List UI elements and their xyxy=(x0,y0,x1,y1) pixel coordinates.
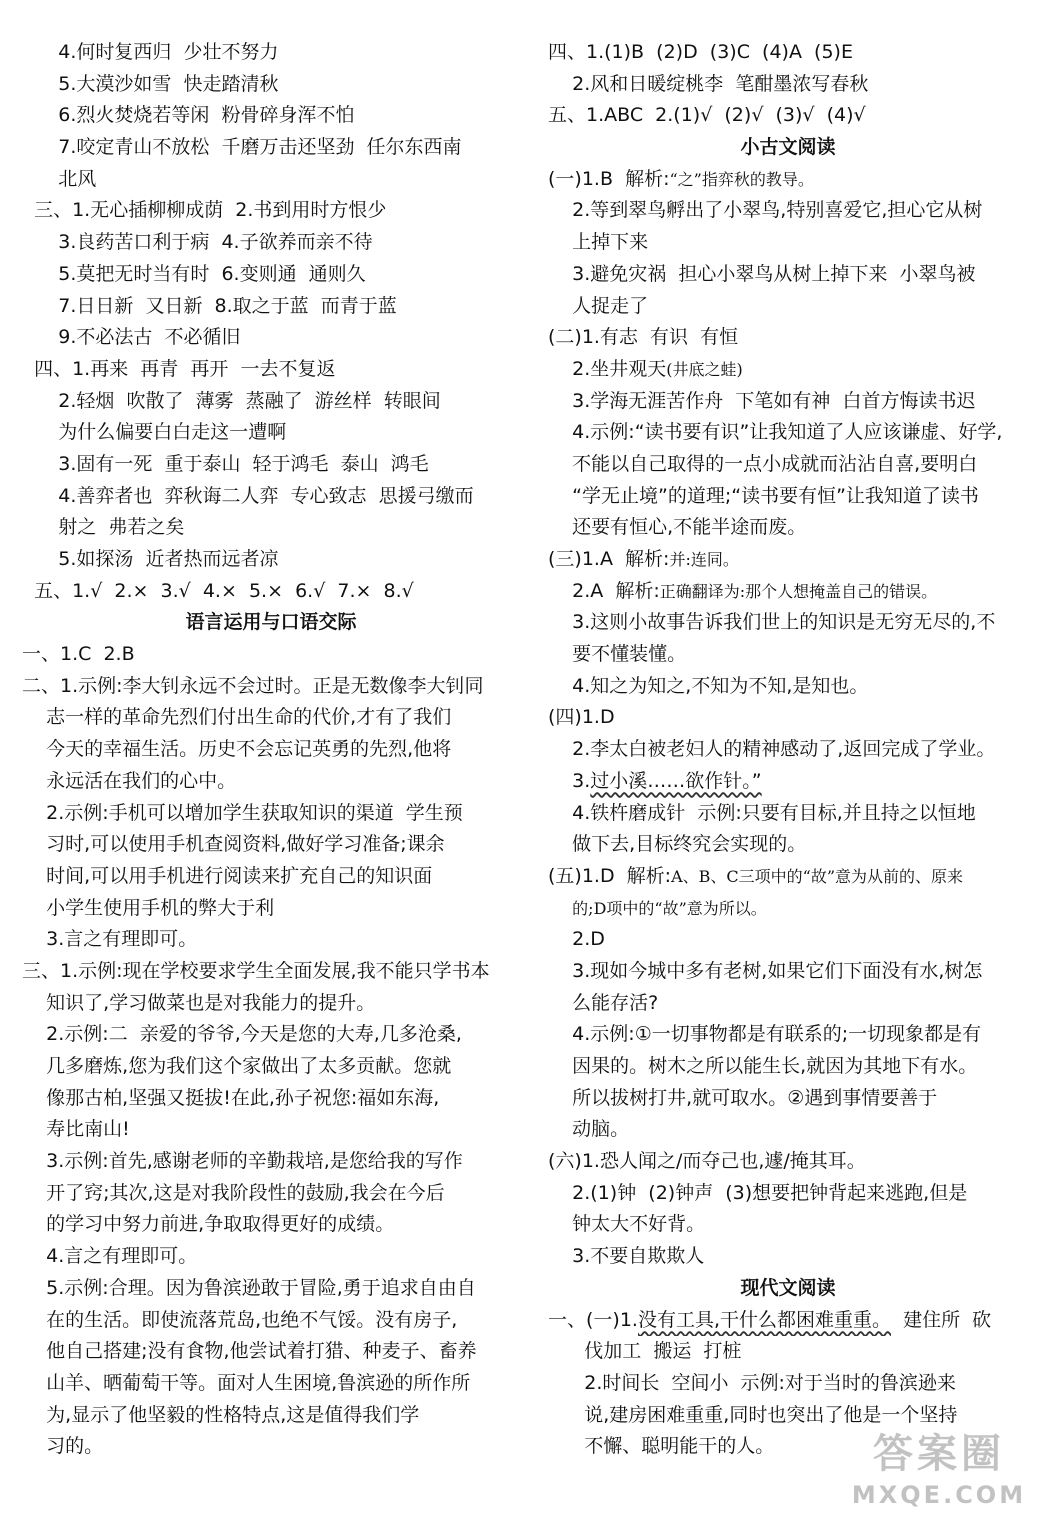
answer-line xyxy=(22,734,520,766)
answer-text: 9.不必法古 不必循旧 xyxy=(22,326,241,349)
answer-line xyxy=(22,1368,520,1400)
answer-text: 不懈、聪明能干的人。 xyxy=(548,1435,775,1458)
answer-line xyxy=(22,100,520,132)
answer-line xyxy=(22,417,520,449)
answer-line xyxy=(548,37,1028,69)
explanation-note: (井底之蛙) xyxy=(666,359,743,379)
answer-line xyxy=(22,576,520,608)
answer-text: 3.言之有理即可。 xyxy=(22,928,198,951)
answer-line xyxy=(22,291,520,323)
answer-line xyxy=(22,1400,520,1432)
answer-line xyxy=(22,449,520,481)
answer-text: 的学习中努力前进,争取取得更好的成绩。 xyxy=(22,1213,395,1236)
answer-text: 7.咬定青山不放松 千磨万击还坚劲 任尔东西南 xyxy=(22,136,462,159)
answer-text: 4.善弈者也 弈秋诲二人弈 专心致志 思援弓缴而 xyxy=(22,484,474,507)
answer-line xyxy=(548,956,1028,988)
answer-line xyxy=(22,1114,520,1146)
answer-line xyxy=(548,671,1028,703)
answer-line xyxy=(548,1241,1028,1273)
answer-line xyxy=(548,1146,1028,1178)
answer-line xyxy=(548,639,1028,671)
answer-text: 2.时间长 空间小 示例:对于当时的鲁滨逊来 xyxy=(548,1371,956,1394)
answer-text: 射之 弗若之矣 xyxy=(22,516,185,539)
answer-text: 3.现如今城中多有老树,如果它们下面没有水,树怎 xyxy=(548,959,983,982)
right-column xyxy=(548,37,1028,1463)
answer-line xyxy=(22,1019,520,1051)
answer-text: 他自己搭建;没有食物,他尝试着打猎、种麦子、畜养 xyxy=(22,1340,477,1363)
answer-line xyxy=(548,291,1028,323)
answer-text: 3.示例:首先,感谢老师的辛勤栽培,是您给我的写作 xyxy=(22,1150,463,1173)
answer-text: “学无止境”的道理;“读书要有恒”让我知道了读书 xyxy=(548,484,979,507)
answer-text: (五)1.D 解析: xyxy=(548,864,672,887)
answer-line xyxy=(548,1114,1028,1146)
answer-text: 志一样的革命先烈们付出生命的代价,才有了我们 xyxy=(22,706,452,729)
answer-line xyxy=(548,417,1028,449)
answer-line xyxy=(548,69,1028,101)
wavy-underlined-text: 没有工具,干什么都困难重重。 xyxy=(637,1308,892,1331)
answer-text: 山羊、晒葡萄干等。面对人生困境,鲁滨逊的所作所 xyxy=(22,1371,471,1394)
answer-text: 4.言之有理即可。 xyxy=(22,1245,198,1268)
answer-line xyxy=(548,481,1028,513)
watermark-logo xyxy=(851,1428,1027,1522)
answer-line xyxy=(22,1273,520,1305)
answer-text: (一)1.B 解析: xyxy=(548,167,670,190)
answer-line xyxy=(548,512,1028,544)
answer-text: 五、1.ABC 2.(1)√ (2)√ (3)√ (4)√ xyxy=(548,104,866,127)
answer-line xyxy=(548,766,1028,798)
answer-line xyxy=(548,259,1028,291)
section-heading xyxy=(548,1273,1028,1305)
answer-line xyxy=(22,798,520,830)
answer-line xyxy=(22,259,520,291)
answer-text: (三)1.A 解析: xyxy=(548,548,670,570)
answer-line xyxy=(548,893,1028,925)
answer-text: 4.铁杵磨成针 示例:只要有目标,并且持之以恒地 xyxy=(548,801,976,824)
answer-line xyxy=(548,164,1028,196)
answer-text: 五、1.√ 2.× 3.√ 4.× 5.× 6.√ 7.× 8.√ xyxy=(22,579,414,602)
answer-line xyxy=(22,69,520,101)
answer-text: 做下去,目标终究会实现的。 xyxy=(548,833,807,856)
answer-text: 所以拔树打井,就可取水。②遇到事情要善于 xyxy=(548,1086,938,1109)
answer-line xyxy=(548,1336,1028,1368)
answer-tail-text: 建住所 砍 xyxy=(891,1308,992,1331)
wavy-underlined-text: 过小溪……欲作针。” xyxy=(590,769,762,792)
answer-text: 2.D xyxy=(548,928,605,951)
answer-line xyxy=(548,924,1028,956)
answer-text: 今天的幸福生活。历史不会忘记英勇的先烈,他将 xyxy=(22,738,452,761)
answer-text: 为,显示了他坚毅的性格特点,这是值得我们学 xyxy=(22,1403,420,1426)
answer-text: 现代文阅读 xyxy=(740,1276,836,1299)
explanation-note: A、B、C三项中的“故”意为从前的、原来 xyxy=(671,866,963,886)
answer-line xyxy=(22,354,520,386)
answer-text: 3.避免灾祸 担心小翠鸟从树上掉下来 小翠鸟被 xyxy=(548,262,976,285)
section-heading xyxy=(548,132,1028,164)
answer-line xyxy=(22,386,520,418)
answer-line xyxy=(548,227,1028,259)
answer-line xyxy=(548,988,1028,1020)
answer-line xyxy=(548,354,1028,386)
answer-line xyxy=(22,893,520,925)
answer-line xyxy=(548,1209,1028,1241)
answer-text: 因果的。树木之所以能生长,就因为其地下有水。 xyxy=(548,1055,978,1077)
answer-text: 二、1.示例:李大钊永远不会过时。正是无数像李大钊同 xyxy=(22,674,484,697)
answer-text: 永远活在我们的心中。 xyxy=(22,769,237,792)
answer-line xyxy=(22,861,520,893)
answer-text: 伐加工 搬运 打桩 xyxy=(548,1340,742,1363)
answer-line xyxy=(22,322,520,354)
answer-line xyxy=(548,1305,1028,1337)
answer-line xyxy=(22,1305,520,1337)
answer-text: 3.学海无涯苦作舟 下笔如有神 白首方悔读书迟 xyxy=(548,389,976,412)
answer-text: 4.示例:①一切事物都是有联系的;一切现象都是有 xyxy=(548,1023,982,1046)
answer-text: 5.莫把无时当有时 6.变则通 通则久 xyxy=(22,262,366,285)
answer-text: 四、1.再来 再青 再开 一去不复返 xyxy=(22,357,336,380)
answer-text: (二)1.有志 有识 有恒 xyxy=(548,326,739,349)
answer-line xyxy=(22,1336,520,1368)
answer-text: 为什么偏要白白走这一遭啊 xyxy=(22,421,287,444)
answer-text: 要不懂装懂。 xyxy=(548,643,687,666)
answer-line xyxy=(548,1083,1028,1115)
answer-line xyxy=(22,829,520,861)
answer-text: 钟太大不好背。 xyxy=(548,1213,706,1236)
answer-text: 3.良药苦口利于病 4.子欲养而亲不待 xyxy=(22,231,373,254)
answer-line xyxy=(22,639,520,671)
answer-text: 人捉走了 xyxy=(548,294,649,317)
answer-text: 语言运用与口语交际 xyxy=(185,611,357,634)
answer-line xyxy=(548,734,1028,766)
answer-text: 么能存活? xyxy=(548,991,659,1014)
watermark-top-text: 答案圈 xyxy=(873,1431,1005,1477)
answer-line xyxy=(22,1051,520,1083)
answer-line xyxy=(22,956,520,988)
watermark-bottom-text: MXQE.COM xyxy=(851,1481,1027,1509)
answer-line xyxy=(22,702,520,734)
answer-line xyxy=(548,798,1028,830)
answer-text: 寿比南山! xyxy=(22,1118,130,1141)
answer-text: 2.风和日暖绽桃李 笔酣墨浓写春秋 xyxy=(548,72,869,95)
answer-text: 5.如探汤 近者热而远者凉 xyxy=(22,548,279,570)
answer-text: 2.A 解析: xyxy=(548,579,660,602)
answer-text: 动脑。 xyxy=(548,1118,630,1141)
explanation-note: 并:连同。 xyxy=(669,550,739,569)
answer-text: 三、1.无心插柳柳成荫 2.书到用时方恨少 xyxy=(22,199,387,222)
answer-line xyxy=(548,829,1028,861)
answer-text: 2.(1)钟 (2)钟声 (3)想要把钟背起来逃跑,但是 xyxy=(548,1181,968,1204)
answer-text: 时间,可以用手机进行阅读来扩充自己的知识面 xyxy=(22,864,433,887)
answer-line xyxy=(548,576,1028,608)
answer-line xyxy=(548,1400,1028,1432)
answer-text: 北风 xyxy=(22,167,97,190)
answer-line xyxy=(548,1368,1028,1400)
section-heading xyxy=(22,607,520,639)
answer-text: 开了窍;其次,这是对我阶段性的鼓励,我会在今后 xyxy=(22,1181,445,1204)
answer-line xyxy=(22,1431,520,1463)
answer-line xyxy=(22,1178,520,1210)
answer-text: 一、1.C 2.B xyxy=(22,643,135,666)
answer-text: 四、1.(1)B (2)D (3)C (4)A (5)E xyxy=(548,41,853,63)
answer-text: 还要有恒心,不能半途而废。 xyxy=(548,516,807,539)
answer-line xyxy=(22,1083,520,1115)
answer-text: 6.烈火焚烧若等闲 粉骨碎身浑不怕 xyxy=(22,104,355,127)
answer-line xyxy=(22,988,520,1020)
left-column xyxy=(22,37,520,1463)
answer-text: 知识了,学习做菜也是对我能力的提升。 xyxy=(22,991,376,1014)
answer-line xyxy=(22,195,520,227)
answer-line xyxy=(22,1209,520,1241)
answer-text: 3. xyxy=(548,769,591,792)
answer-text: 4.知之为知之,不知为不知,是知也。 xyxy=(548,674,869,697)
answer-text: 4.示例:“读书要有识”让我知道了人应该谦虚、好学, xyxy=(548,421,1003,444)
answer-line xyxy=(548,100,1028,132)
answer-line xyxy=(22,164,520,196)
answer-line xyxy=(548,322,1028,354)
answer-line xyxy=(548,544,1028,576)
answer-text: 5.示例:合理。因为鲁滨逊敢于冒险,勇于追求自由自 xyxy=(22,1276,476,1299)
answer-text: 3.固有一死 重于泰山 轻于鸿毛 泰山 鸿毛 xyxy=(22,452,429,475)
answer-line xyxy=(22,924,520,956)
answer-text: 习的。 xyxy=(22,1435,104,1458)
answer-text: 5.大漠沙如雪 快走踏清秋 xyxy=(22,72,279,95)
explanation-note: “之”指弈秋的教导。 xyxy=(669,169,814,189)
answer-line xyxy=(548,702,1028,734)
answer-line xyxy=(22,766,520,798)
answer-line xyxy=(22,512,520,544)
answer-line xyxy=(548,1051,1028,1083)
explanation-note: 的;D项中的“故”意为所以。 xyxy=(572,898,767,918)
answer-line xyxy=(22,132,520,164)
answer-text: 不能以自己取得的一点小成就而沾沾自喜,要明白 xyxy=(548,452,978,475)
answer-line xyxy=(548,449,1028,481)
answer-text: 小学生使用手机的弊大于利 xyxy=(22,896,275,919)
answer-text: 说,建房困难重重,同时也突出了他是一个坚持 xyxy=(548,1403,958,1426)
answer-line xyxy=(548,195,1028,227)
answer-text: 4.何时复西归 少壮不努力 xyxy=(22,41,279,63)
answer-text: (六)1.恐人闻之/而夺己也,遽/掩其耳。 xyxy=(548,1150,866,1173)
answer-text: 像那古柏,坚强又挺拔!在此,孙子祝您:福如东海, xyxy=(22,1086,440,1109)
answer-line xyxy=(548,1019,1028,1051)
answer-text: 上掉下来 xyxy=(548,231,649,254)
answer-text: 3.这则小故事告诉我们世上的知识是无穷无尽的,不 xyxy=(548,611,996,634)
answer-text: 三、1.示例:现在学校要求学生全面发展,我不能只学书本 xyxy=(22,959,490,982)
answer-text: (四)1.D xyxy=(548,706,615,729)
answer-text xyxy=(548,897,572,919)
answer-line xyxy=(548,386,1028,418)
answer-text: 7.日日新 又日新 8.取之于蓝 而青于蓝 xyxy=(22,294,397,317)
answer-text: 一、(一)1. xyxy=(548,1308,638,1331)
answer-text: 2.李太白被老妇人的精神感动了,返回完成了学业。 xyxy=(548,738,996,761)
answer-text: 2.示例:手机可以增加学生获取知识的渠道 学生预 xyxy=(22,801,463,824)
answer-text: 3.不要自欺欺人 xyxy=(548,1245,705,1268)
answer-line xyxy=(548,861,1028,893)
answer-line xyxy=(22,1241,520,1273)
answer-line xyxy=(22,671,520,703)
answer-line xyxy=(22,37,520,69)
answer-line xyxy=(548,607,1028,639)
answer-text: 在的生活。即使流落荒岛,也绝不气馁。没有房子, xyxy=(22,1308,458,1331)
answer-text: 2.轻烟 吹散了 薄雾 蒸融了 游丝样 转眼间 xyxy=(22,389,441,412)
answer-text: 几多磨炼,您为我们这个家做出了太多贡献。您就 xyxy=(22,1055,452,1077)
answer-line xyxy=(22,544,520,576)
answer-text: 习时,可以使用手机查阅资料,做好学习准备;课余 xyxy=(22,833,445,856)
answer-text: 2.等到翠鸟孵出了小翠鸟,特别喜爱它,担心它从树 xyxy=(548,199,983,222)
explanation-note: 正确翻译为:那个人想掩盖自己的错误。 xyxy=(659,581,938,601)
answer-text: 小古文阅读 xyxy=(740,136,836,159)
answer-line xyxy=(548,1178,1028,1210)
answer-line xyxy=(22,1146,520,1178)
answer-line xyxy=(22,481,520,513)
answer-text: 2.坐井观天 xyxy=(548,357,667,380)
answer-text: 2.示例:二 亲爱的爷爷,今天是您的大寿,几多沧桑, xyxy=(22,1023,462,1046)
answer-line xyxy=(22,227,520,259)
